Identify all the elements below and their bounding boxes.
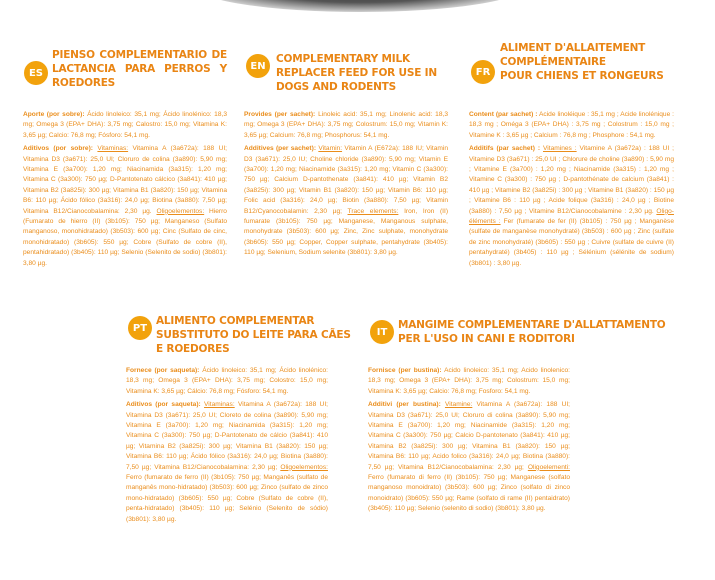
trace-elements-label: Trace elements: <box>347 207 399 215</box>
vitamins-label: Vitamines : <box>543 145 577 153</box>
language-badge-pt: PT <box>128 316 152 340</box>
section-title-en: COMPLEMENTARY MILK REPLACER FEED FOR USE IN DOGS AND RODENTS <box>276 53 437 93</box>
analysis-label: Fornisce (per bustina): <box>368 367 442 374</box>
vitamins-text: Vitamina A (3a672a): 188 UI; Vitamina D3 (3a671): 25,0 UI; Cloreto de colina (3a890): 5,90 mg; Vitamina E (3a700): 1,20 mg; Niacinamida (3a315): 1,20 mg; Vitamina C (3a300): 750 µg; D-Pantotenato de cálcio (3a841): 410 µg; Vitamina B2 (3a825i): 300 µg; Vitamina B1 (3a820): 150 µg; Vitamina B6: 110 µg; Ácido fólico (3a316): 24,0 µg; Biotina (3a880): 7,50 µg; Vitamina B12/Cianocobalamina: 2,30 µg; <box>126 401 328 471</box>
additives-label: Additives (per sachet): <box>244 145 317 153</box>
analysis-label: Content (par sachet) : <box>469 111 538 118</box>
vitamins-label: Vitaminas: <box>97 145 129 153</box>
vitamins-text: Vitamin A (E672a): 188 IU; Vitamin D3 (3a671): 25,0 IU; Choline chloride (3a890): 5,90 mg; Vitamin E (3a700): 1,20 mg; Niacinamide (3a315): 1,20 mg; Vitamin C (3a300): 750 µg; Calcium D-pantothenate (3a841): 410 µg; Vitamin B2 (3a825i): 300 µg; Vitamin B1 (3a820): 150 µg; Vitamin B6: 110 µg; Folic acid (3a316): 24,0 µg; Biotin (3a880): 7,50 µg; Vitamin B12/Cyanocobalamin: 2,30 µg; <box>244 145 448 215</box>
analysis-text: Acide linoléique : 35,1 mg ; Acide linolénique : 18,3 mg ; Oméga 3 (EPA+ DHA) : 3,75 mg ; Colostrum : 15,0 mg ; Vitamine K : 3,65 µg ; Calcium : 76,8 mg ; Phosphore : 54,1 mg. <box>469 111 674 139</box>
additives-label: Aditivos (por sobre): <box>23 145 93 153</box>
section-body-en <box>244 110 448 262</box>
section-title-it: MANGIME COMPLEMENTARE D'ALLATTAMENTO PER L'USO IN CANI E RODITORI <box>398 319 666 345</box>
analysis-text: Acido linoleico: 35,1 mg; Acido linolenico: 18,3 mg; Omega 3 (EPA+ DHA): 3,75 mg; Colostrum: 15,0 mg; Vitamina K: 3,65 µg; Calcio: 76,8 mg; Fosforo: 54,1 mg. <box>368 367 570 395</box>
analysis-label: Provides (per sachet): <box>244 111 316 118</box>
section-title-es: PIENSO COMPLEMENTARIO DE LACTANCIA PARA PERROS Y ROEDORES <box>52 49 227 89</box>
section-title-line: POUR CHIENS ET RONGEURS <box>500 70 664 82</box>
language-badge-it: IT <box>370 320 394 344</box>
trace-elements-label: Oligoelementos: <box>156 207 205 215</box>
additives-label: Additifs (par sachet) : <box>469 145 541 153</box>
trace-elements-text: Hierro (Fumarato de hierro (II) (3b105): 750 µg; Manganeso (Sulfato manganoso, monohidratado) (3b503): 600 µg; Cinc (Sulfato de cinc, monohidratado) (3b605): 550 µg; Cobre (Sulfato de cobre (II), pentahidratado) (3b405): 110 µg; Selenio (Selenito de sodio) (3b801): 3,80 µg. <box>23 207 227 267</box>
vitamins-label: Vitamin: <box>318 145 343 153</box>
section-body-it <box>368 366 570 518</box>
section-title-line: COMPLÉMENTAIRE <box>500 56 606 68</box>
vitamins-text: Vitamina A (3a672a): 188 UI; Vitamina D3 (3a671): 25,0 UI; Cloruro de colina (3a890): 5,90 mg; Vitamina E (3a700): 1,20 mg; Niacinamida (3a315): 1,20 mg; Vitamina C (3a300): 750 µg; D-Pantotenato cálcico (3a841): 410 µg; Vitamina B2 (3a825i): 300 µg; Vitamina B1 (3a820): 150 µg; Vitamina B6: 110 µg; Ácido fólico (3a316): 24,0 µg; Biotina (3a880): 7,50 µg; Vitamina B12/Cianocobalamina: 2,30 µg. <box>23 145 227 215</box>
language-badge-es: ES <box>24 61 48 85</box>
trace-elements-text: Iron, Iron (II) fumarate (3b105): 750 µg; Manganese, Manganous sulphate, monohydrate (3b503): 600 µg; Zinc, Zinc sulphate, monohydrate (3b605): 550 µg; Copper, Copper sulphate, pentahydrate (3b405): 110 µg; Selenium, Sodium selenite (3b801): 3,80 µg. <box>244 207 449 257</box>
vitamins-text: Vitamina A (3a672a): 188 UI; Vitamina D3 (3a671): 25,0 UI; Cloruro di colina (3a890): 5,90 mg; Vitamina E (3a700): 1,20 mg; Niacinamide (3a315): 1,20 mg; Vitamina C (3a300): 750 µg; Calcio D-pantotenato (3a841): 410 µg; Vitamina B2 (3a825i): 300 µg; Vitamina B1 (3a820): 150 µg; Vitamina B6: 110 µg; Acido folico (3a316): 24,0 µg; Biotina (3a880): 7,50 µg; Vitamina B12/Cianocobalamina: 2,30 µg; <box>368 401 570 471</box>
product-shadow <box>195 0 525 12</box>
trace-elements-label: Oligoelementi: <box>527 463 570 471</box>
trace-elements-text: Ferro (fumarato di ferro (II) (3b105): 750 µg; Manganese (solfato manganoso monoidrato) (3b503): 600 µg; Zinco (solfato di zinco monoidrato) (3b605): 550 µg; Rame (solfato di rame (II) pentaidrato) (3b405): 110 µg; Selenio (selenito di sodio) (3b801): 3,80 µg. <box>368 474 570 513</box>
trace-elements-text: Ferro (fumarato de ferro (II) (3b105): 750 µg; Manganês (sulfato de manganês mono-hidratado) (3b503): 600 µg; Zinco (sulfato de zinco mono-hidratado) (3b605): 550 µg; Cobre (Sulfato de cobre (II), penta-hidratado) (3b405): 110 µg; Selénio (Selenito de sódio) (3b801): 3,80 µg. <box>126 474 328 523</box>
section-title-pt: ALIMENTO COMPLEMENTAR SUBSTITUTO DO LEITE PARA CÃES E ROEDORES <box>156 315 351 355</box>
additives-label: Aditivos (por saqueta): <box>126 401 201 409</box>
language-badge-fr: FR <box>471 60 495 84</box>
analysis-text: Linoleic acid: 35,1 mg; Linolenic acid: 18,3 mg; Omega 3 (EPA+ DHA): 3,75 mg; Colostrum: 15,0 mg; Vitamin K: 3,65 µg; Calcium: 76,8 mg; Phosphorus: 54,1 mg. <box>244 111 448 139</box>
trace-elements-label: Oligoelementos: <box>280 463 328 471</box>
trace-elements-text: Fer (fumarate de fer (II) (3b105) : 750 µg ; Manganèse (sulfate de manganèse monohydraté) (3b503) : 600 µg ; Zinc (sulfate de zinc monohydraté) (3b605) : 550 µg ; Cuivre (sulfate de cuivre (II) pentahydraté) (3b405) : 110 µg ; Sélénium (sélénite de sodium) (3b801) : 3,80 µg. <box>469 218 674 267</box>
section-body-pt <box>126 366 328 528</box>
section-title-line: ALIMENT D'ALLAITEMENT <box>500 42 646 54</box>
analysis-label: Fornece (por saqueta): <box>126 367 200 374</box>
section-body-fr <box>469 110 674 272</box>
section-body-es <box>23 110 227 272</box>
vitamins-label: Vitamine: <box>444 401 473 409</box>
additives-label: Additivi (per bustina): <box>368 401 441 409</box>
vitamins-label: Vitaminas: <box>204 401 235 409</box>
analysis-label: Aporte (por sobre): <box>23 111 85 118</box>
analysis-text: Ácido linoleico: 35,1 mg; Ácido linolénico: 18,3 mg; Omega 3 (EPA+ DHA): 3,75 mg; Colostro: 15,0 mg; Vitamina K: 3,65 µg; Cálcio: 76,8 mg; Fósforo: 54,1 mg. <box>126 367 328 395</box>
trace-elements-label: Oligo-éléments : <box>469 207 674 226</box>
vitamins-text: Vitamine A (3a672a) : 188 UI ; Vitamine D3 (3a671) : 25,0 UI ; Chlorure de choline (3a890) : 5,90 mg ; Vitamine E (3a700) : 1,20 mg ; Niacinamide (3a315) : 1,20 mg ; Vitamine C (3a300) : 750 µg ; D-pantothénate de calcium (3a841) : 410 µg ; Vitamine B2 (3a825i) : 300 µg ; Vitamine B1 (3a820) : 150 µg ; Vitamine B6 : 110 µg ; Acide folique (3a316) : 24,0 µg ; Biotine (3a880) : 7,50 µg ; Vitamine B12/Cianocobalamine : 2,30 µg. <box>469 145 674 215</box>
analysis-text: Ácido linoleico: 35,1 mg; Ácido linolénico: 18,3 mg; Omega 3 (EPA+ DHA): 3,75 mg; Calostro: 15,0 mg; Vitamina K: 3,65 µg; Calcio: 76,8 mg; Fósforo: 54,1 mg. <box>23 111 227 139</box>
section-title-fr <box>500 41 710 83</box>
language-badge-en: EN <box>246 54 270 78</box>
